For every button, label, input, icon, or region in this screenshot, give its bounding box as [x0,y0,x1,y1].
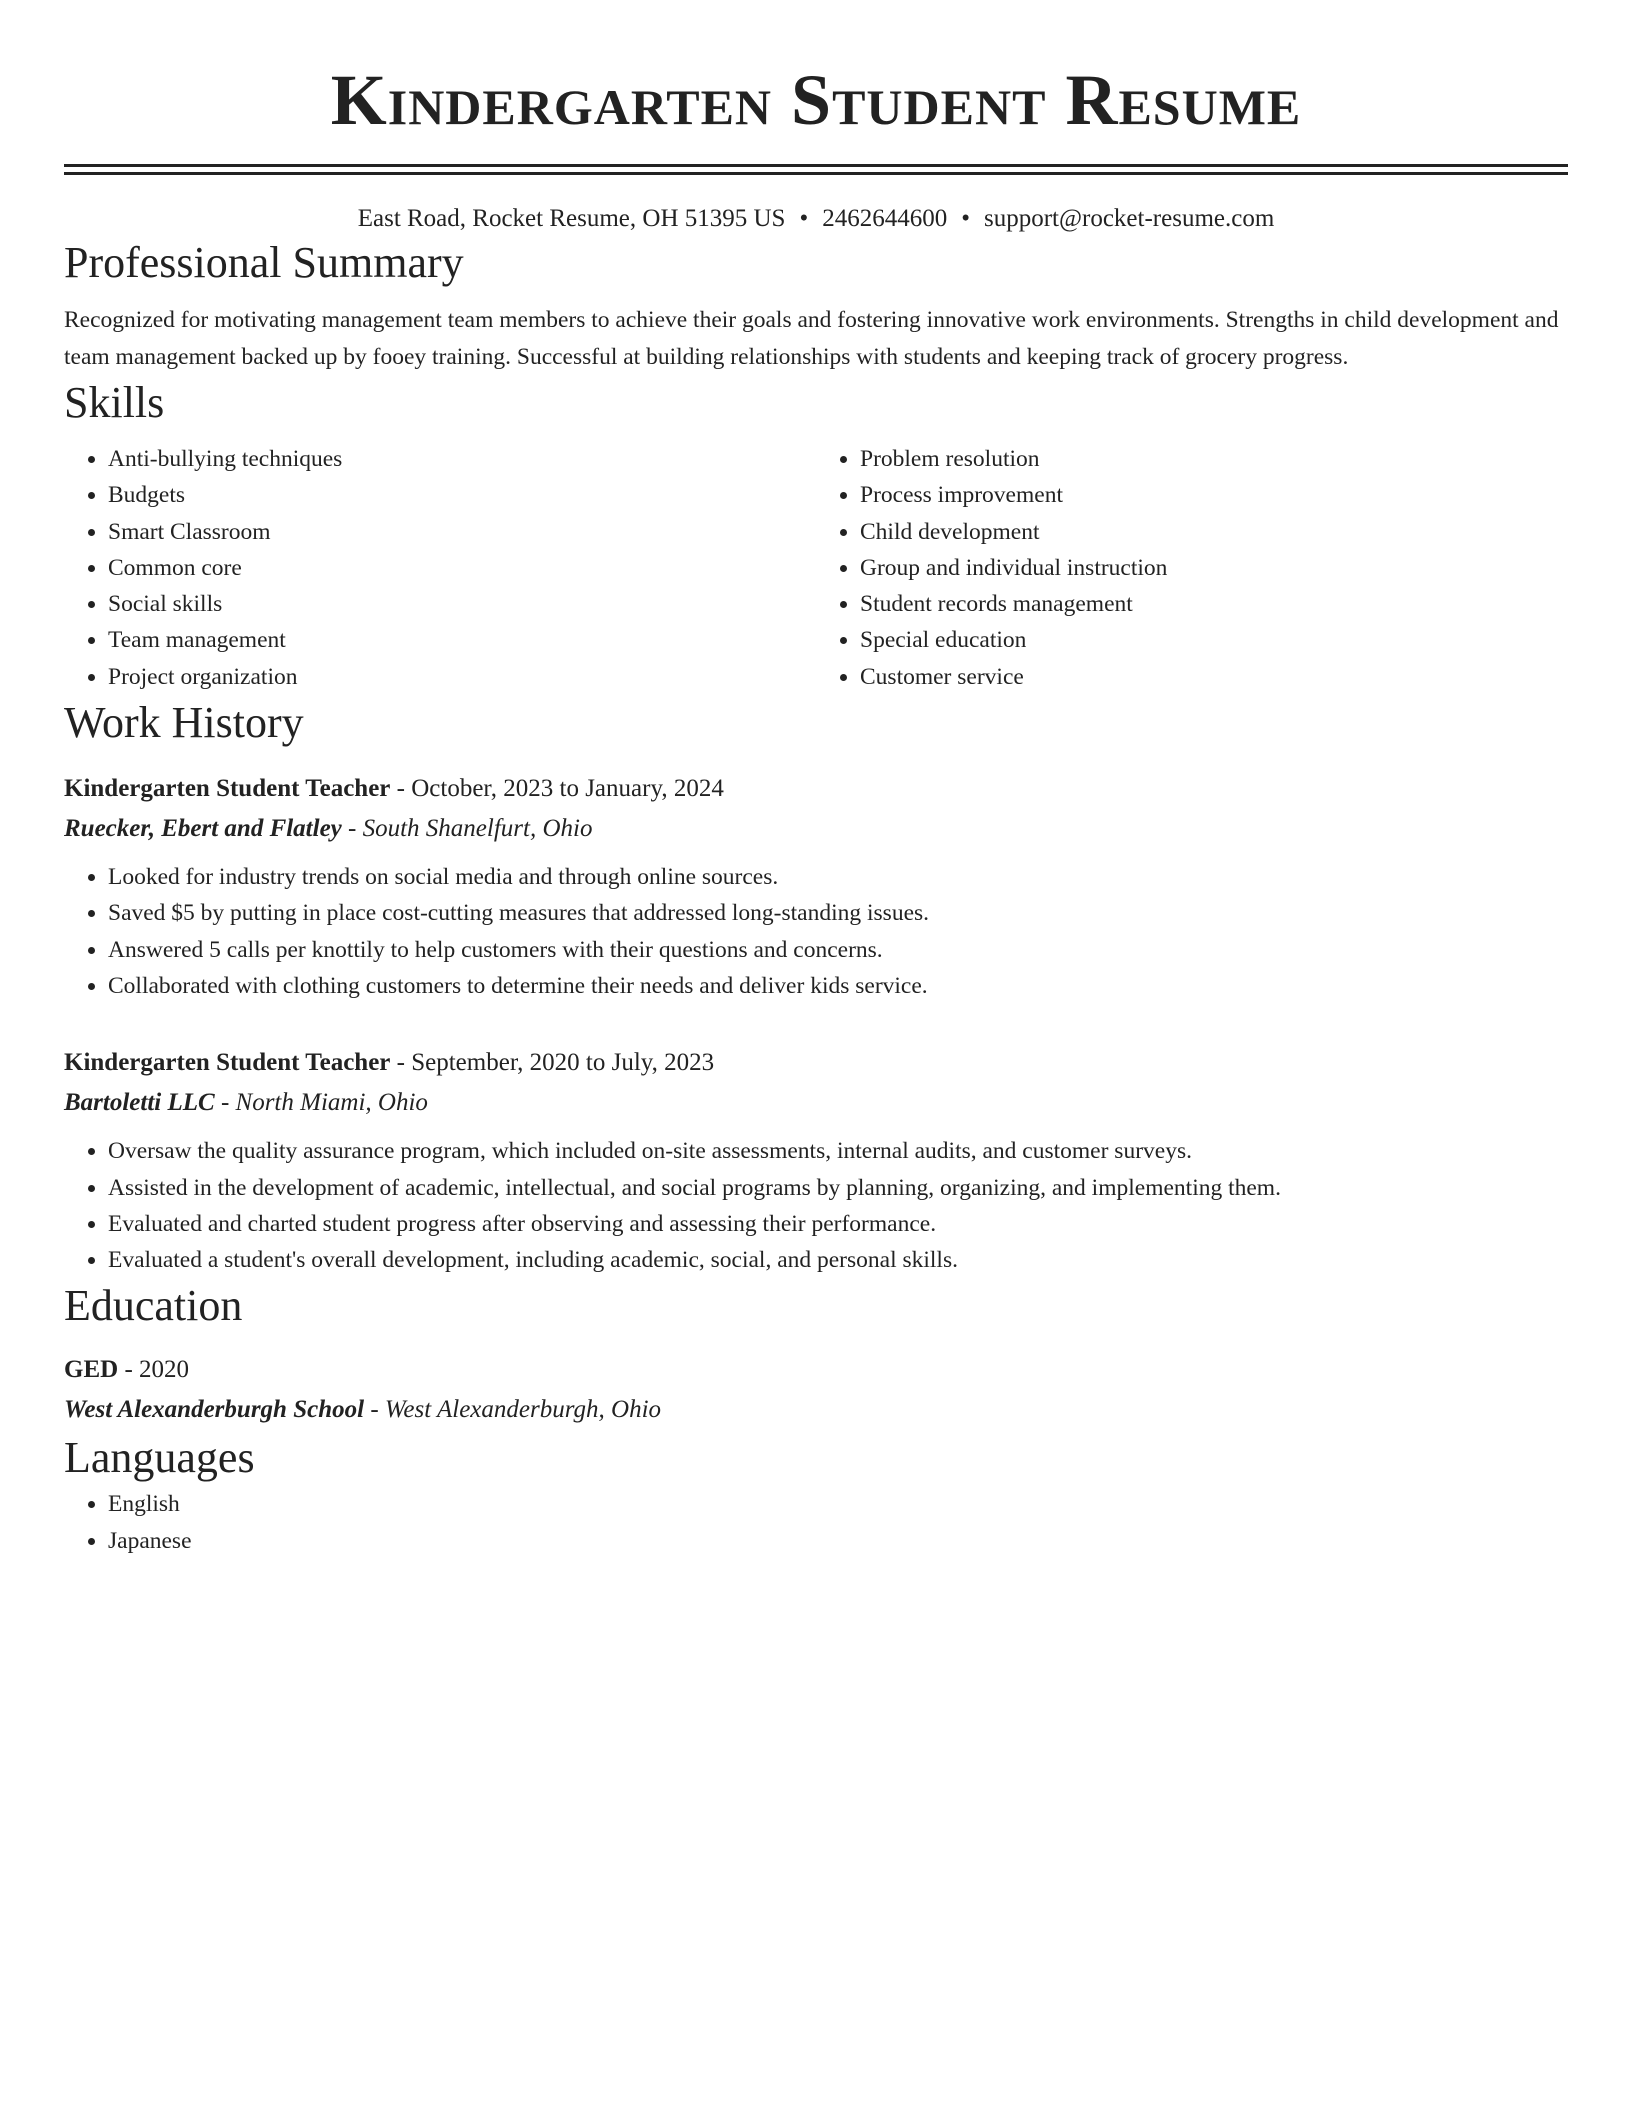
job-entry [64,769,1568,1004]
skill-item: • Smart Classroom [108,514,816,550]
language-item: • Japanese [108,1523,1568,1559]
contact-separator: • [799,205,809,232]
skills-list-left [64,441,816,695]
skill-item: • Common core [108,550,816,586]
skill-item: • Budgets [108,477,816,513]
summary-text: Recognized for motivating management team members to achieve their goals and fostering innovative work environments. Strengths in child development and team management backed up by fooey training. Successful at building relationships with students and keeping track of grocery progress. [64,307,1559,370]
languages-heading: Languages [64,1433,255,1483]
employer-line [64,809,1568,849]
job-title: Kindergarten Student Teacher [64,1049,391,1077]
skill-item: • Process improvement [860,477,1568,513]
skills-columns [64,441,1568,695]
school-line [64,1390,1568,1430]
languages-list [64,1486,1568,1559]
employer-location: - North Miami, Ohio [214,1089,428,1117]
education-entry [64,1350,1568,1430]
skill-item: • Group and individual instruction [860,550,1568,586]
job-title-line [64,1043,1568,1083]
contact-line [64,203,1568,235]
job-title: Kindergarten Student Teacher [64,775,391,803]
page-title: Kindergarten Student Resume [330,60,1302,140]
degree-year: - 2020 [118,1356,190,1384]
skill-item: • Anti-bullying techniques [108,441,816,477]
job-dates: - September, 2020 to July, 2023 [390,1049,715,1077]
skills-heading: Skills [64,378,165,427]
job-title-line [64,769,1568,809]
degree-line [64,1350,1568,1390]
contact-address: East Road, Rocket Resume, OH 51395 US [357,205,786,232]
skill-item: • Team management [108,622,816,658]
job-dates: - October, 2023 to January, 2024 [390,775,724,803]
job-bullet: • Saved $5 by putting in place cost-cutting measures that addressed long-standing issues. [108,895,1568,931]
job-bullets [64,1133,1568,1278]
title-double-rule [64,164,1568,175]
skill-item: • Customer service [860,659,1568,695]
contact-email: support@rocket-resume.com [983,205,1275,232]
job-bullet: • Answered 5 calls per knottily to help customers with their questions and concerns. [108,932,1568,968]
skill-item: • Problem resolution [860,441,1568,477]
skill-item: • Project organization [108,659,816,695]
job-bullet: • Collaborated with clothing customers to determine their needs and deliver kids service. [108,968,1568,1004]
summary-heading: Professional Summary [64,238,464,287]
job-entry [64,1043,1568,1278]
job-bullets [64,859,1568,1004]
school-name: West Alexanderburgh School [64,1396,365,1424]
work-history-heading: Work History [64,698,304,748]
school-location: - West Alexanderburgh, Ohio [364,1396,662,1424]
skill-item: • Special education [860,622,1568,658]
job-bullet: • Oversaw the quality assurance program, which included on-site assessments, internal audits, and customer surveys. [108,1133,1568,1169]
employer-name: Ruecker, Ebert and Flatley [64,815,342,843]
language-item: • English [108,1486,1568,1522]
employer-line [64,1083,1568,1123]
contact-phone: 2462644600 [822,205,948,232]
job-bullet: • Looked for industry trends on social media and through online sources. [108,859,1568,895]
skills-list-right [816,441,1568,695]
job-bullet: • Evaluated a student's overall development, including academic, social, and personal skills. [108,1242,1568,1278]
job-bullet: • Evaluated and charted student progress after observing and assessing their performance. [108,1206,1568,1242]
job-bullet: • Assisted in the development of academic, intellectual, and social programs by planning, organizing, and implementing them. [108,1170,1568,1206]
employer-name: Bartoletti LLC [64,1089,215,1117]
education-heading: Education [64,1281,243,1331]
contact-separator: • [961,205,970,232]
employer-location: - South Shanelfurt, Ohio [341,815,593,843]
skill-item: • Student records management [860,586,1568,622]
degree: GED [64,1356,119,1384]
skill-item: • Social skills [108,586,816,622]
skill-item: • Child development [860,514,1568,550]
